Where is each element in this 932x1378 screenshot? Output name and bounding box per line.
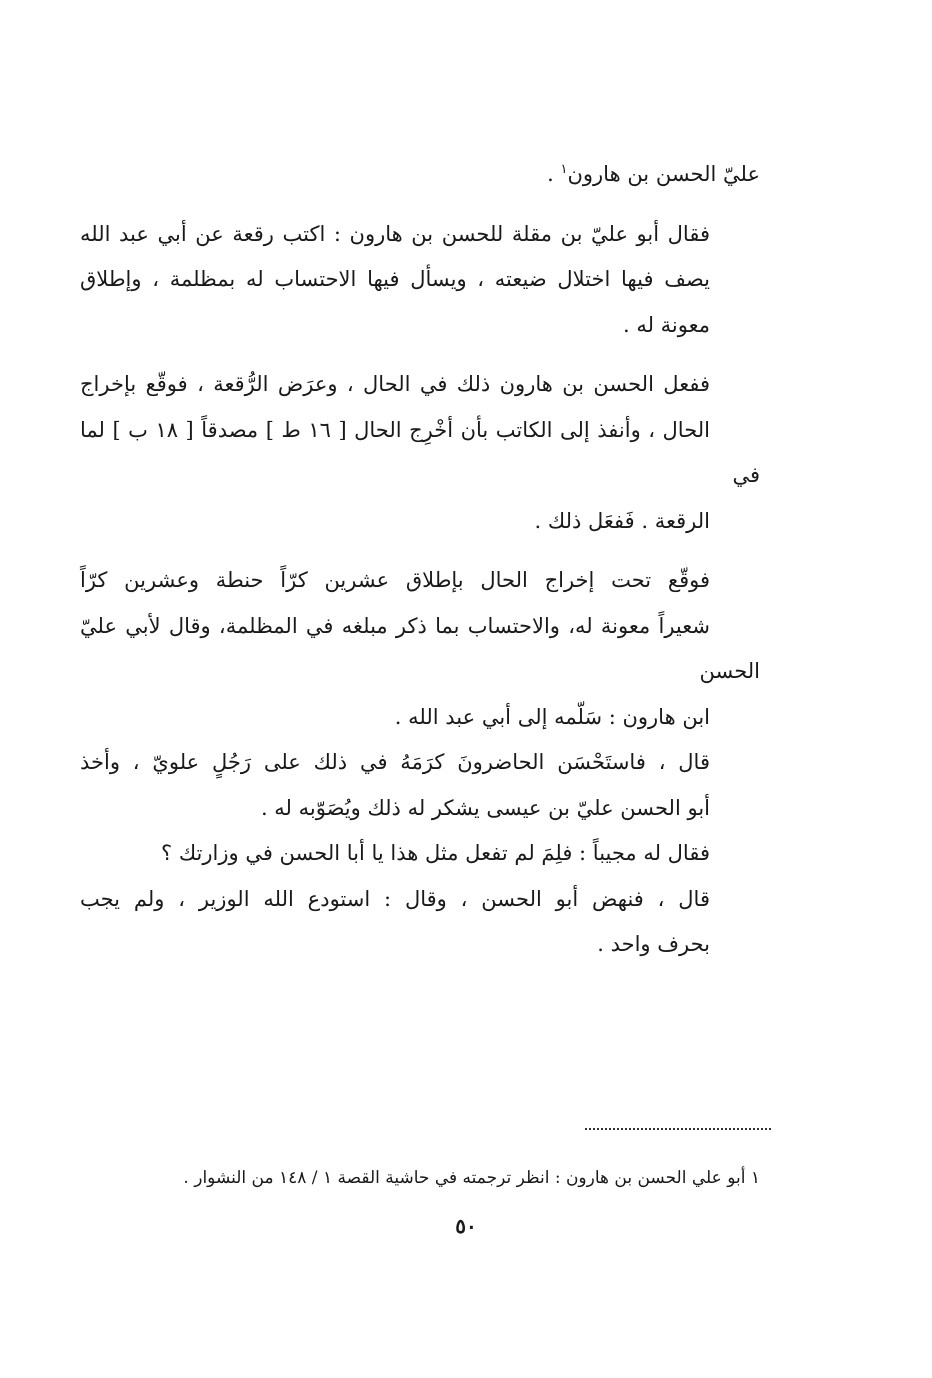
text-line: قال ، فاستَحْسَن الحاضرونَ كرَمَهُ في ذلك على رَجُلٍ علويّ ، وأخذ (80, 750, 710, 774)
text-line: أبو الحسن عليّ بن عيسى يشكر له ذلك ويُصَوّبه له . (260, 795, 710, 820)
text-line: فقال أبو عليّ بن مقلة للحسن بن هارون : اكتب رقعة عن أبي عبد الله (80, 221, 710, 246)
text-line: ابن هارون : سَلّمه إلى أبي عبد الله . (394, 704, 710, 729)
text-line: معونة له . (622, 312, 710, 337)
page-number: ٥٠ (455, 1214, 477, 1238)
paragraph-5 (80, 740, 760, 831)
paragraph-7 (80, 877, 760, 968)
paragraph-3 (80, 362, 760, 544)
text-line: شعيراً معونة له، والاحتساب بما ذكر مبلغه في المظلمة، وقال لأبي عليّ الحسن (80, 613, 760, 683)
text-line: عليّ الحسن بن هارون$^١$ . (547, 162, 760, 186)
text-line: قال ، فنهض أبو الحسن ، وقال : استودع الله الوزير ، ولم يجب (80, 886, 710, 911)
paragraph-6 (80, 831, 760, 877)
text-line: الحال ، وأنفذ إلى الكاتب بأن أخْرِج الحال [ ١٦ ط ] مصدقاً [ ١٨ ب ] لما في (80, 417, 760, 487)
footnote: ١ أبو علي الحسن بن هارون : انظر ترجمته في حاشية القصة ١ / ١٤٨ من النشوار . (183, 1168, 760, 1188)
text-line: بحرف واحد . (597, 932, 710, 956)
text-line: ففعل الحسن بن هارون ذلك في الحال ، وعرَض الرُّقعة ، فوقّع بإخراج (80, 372, 710, 396)
footnote-divider (585, 1128, 771, 1130)
paragraph-1 (80, 152, 760, 198)
text-line: يصف فيها اختلال ضيعته ، ويسأل فيها الاحتساب له بمظلمة ، وإطلاق (80, 267, 710, 291)
paragraph-4 (80, 558, 760, 740)
text-line: الرقعة . فَفعَل ذلك . (534, 508, 710, 533)
footnote-reference[interactable]: ١ (560, 162, 568, 177)
text-line: فوقّع تحت إخراج الحال بإطلاق عشرين كرّاً حنطة وعشرين كرّاً (80, 568, 710, 592)
paragraph-2 (80, 212, 760, 349)
main-text (80, 152, 760, 968)
text-line: فقال له مجيباً : فلِمَ لم تفعل مثل هذا يا أبا الحسن في وزارتك ؟ (161, 841, 710, 865)
